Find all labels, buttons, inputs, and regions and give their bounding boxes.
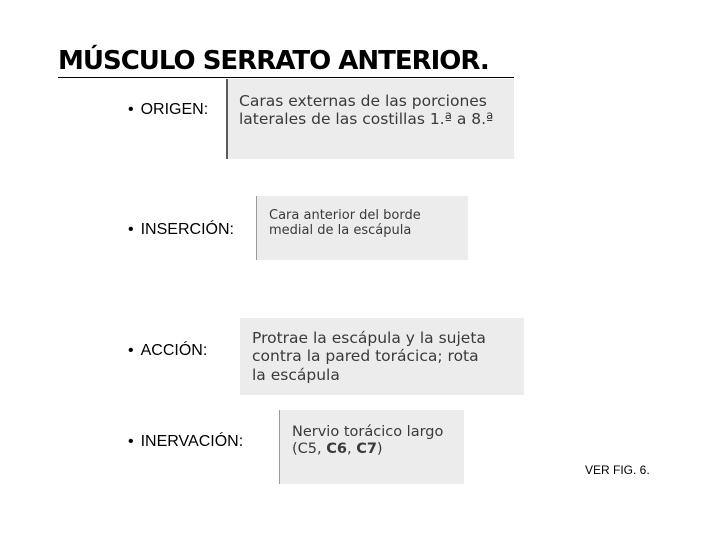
- inervacion-part-open: (C5,: [292, 441, 327, 458]
- accion-line-2: contra la pared torácica; rota: [252, 347, 479, 366]
- inervacion-part-c7: C7: [356, 441, 377, 458]
- item-origen: [128, 101, 208, 119]
- inervacion-part-c6: C6: [326, 441, 347, 458]
- inervacion-part-sep: ,: [346, 441, 357, 458]
- bullet: •: [128, 221, 134, 238]
- inervacion-part-close: ): [376, 441, 383, 458]
- insercion-line-2: medial de la escápula: [269, 223, 412, 239]
- bullet: •: [128, 433, 134, 450]
- item-label-accion: ACCIÓN:: [140, 342, 208, 359]
- item-label-inervacion: INERVACIÓN:: [140, 433, 244, 450]
- bullet: •: [128, 342, 134, 359]
- item-label-origen: ORIGEN:: [140, 101, 209, 118]
- origen-text-box: [226, 79, 514, 159]
- item-label-insercion: INSERCIÓN:: [140, 221, 234, 238]
- accion-line-1: Protrae la escápula y la sujeta: [252, 329, 486, 347]
- accion-line-3: la escápula: [252, 365, 340, 384]
- origen-line-2: laterales de las costillas 1.ª a 8.ª: [239, 110, 494, 129]
- bullet: •: [128, 101, 134, 118]
- inervacion-text-box: [279, 410, 464, 484]
- item-insercion: [128, 221, 234, 239]
- inervacion-line-2: [292, 441, 464, 458]
- title-underline: [58, 77, 514, 78]
- item-inervacion: [128, 433, 243, 451]
- accion-text-box: [240, 318, 524, 395]
- insercion-line-1: Cara anterior del borde: [269, 208, 421, 223]
- figure-reference: VER FIG. 6.: [585, 463, 650, 477]
- slide-title: MÚSCULO SERRATO ANTERIOR.: [58, 46, 489, 76]
- insercion-text-box: [256, 196, 468, 260]
- origen-line-1: Caras externas de las porciones: [239, 92, 487, 110]
- inervacion-line-1: Nervio torácico largo: [292, 424, 444, 440]
- item-accion: [128, 342, 207, 360]
